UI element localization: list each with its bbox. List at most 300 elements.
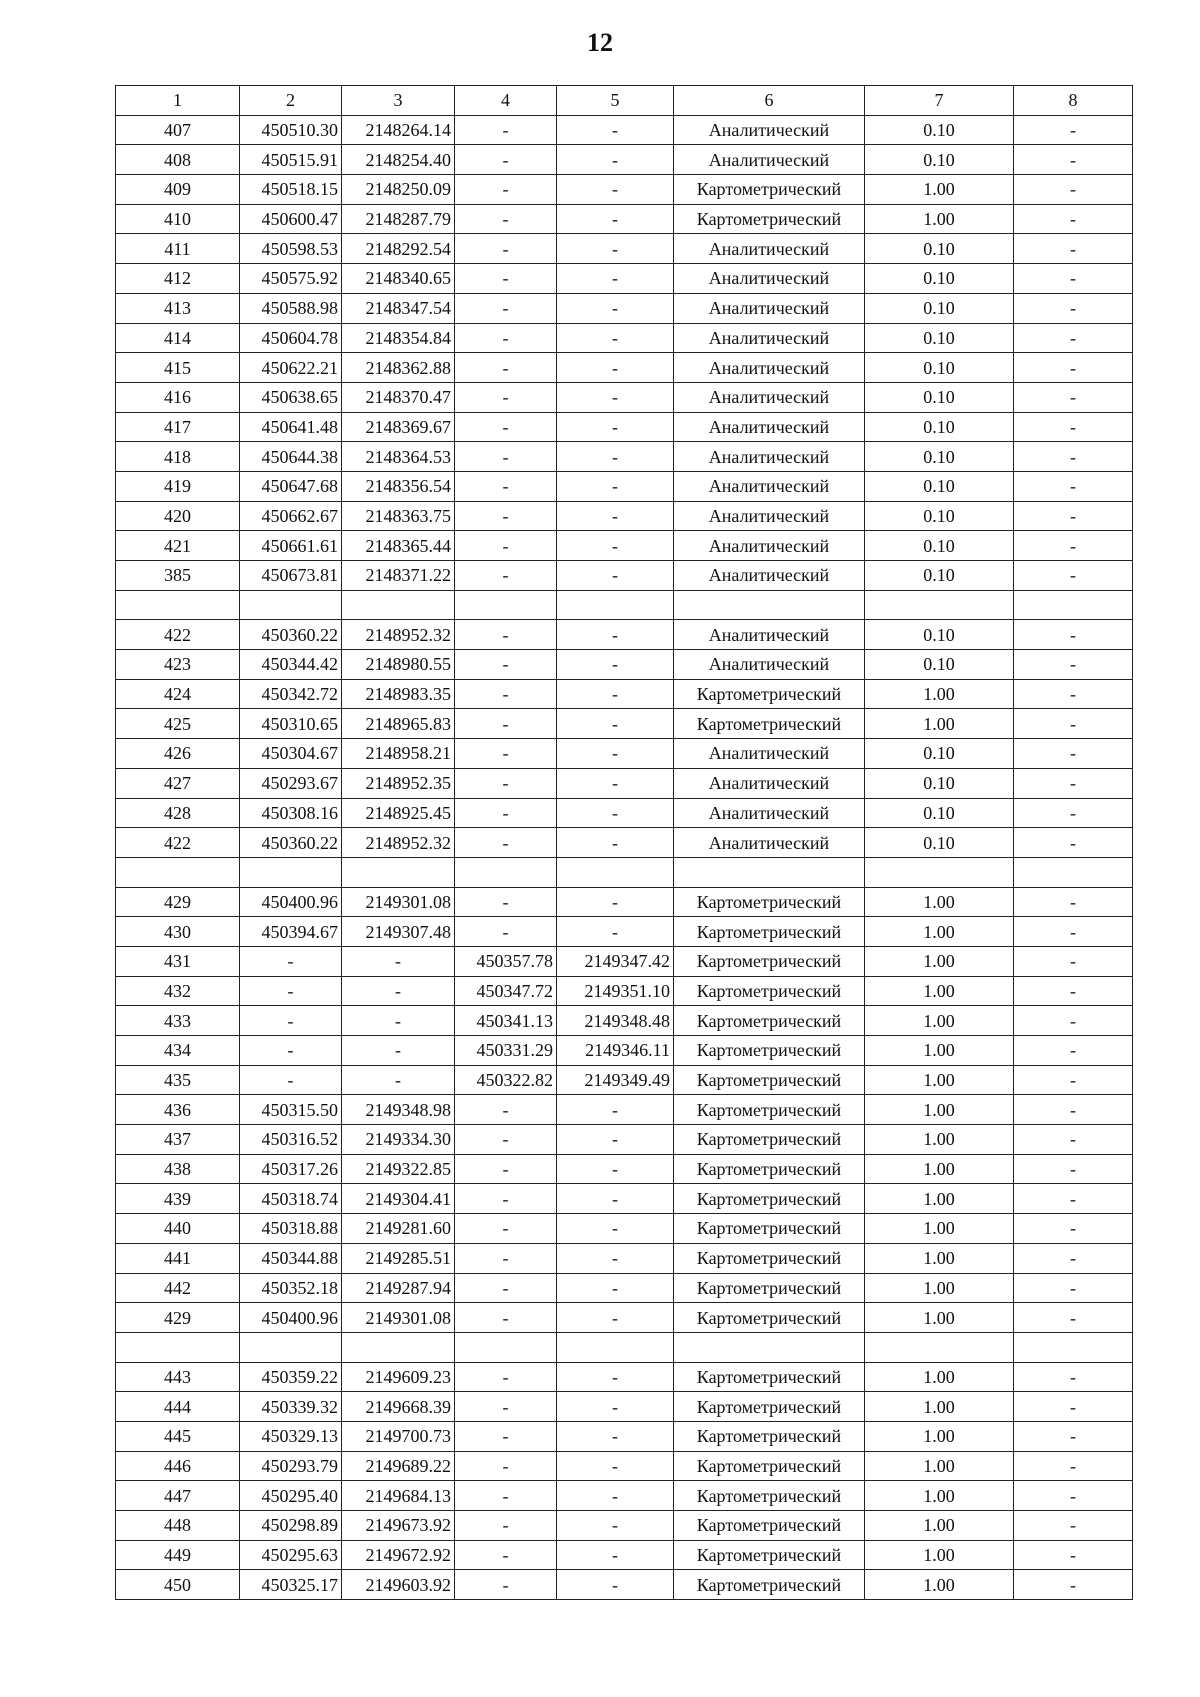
cell-coord-y-new: - bbox=[557, 1451, 674, 1481]
cell-coord-x-new: - bbox=[455, 412, 557, 442]
cell-accuracy bbox=[865, 590, 1014, 620]
cell-coord-x: 450598.53 bbox=[240, 234, 342, 264]
cell-point-number: 440 bbox=[116, 1214, 240, 1244]
cell-coord-x-new: - bbox=[455, 1125, 557, 1155]
cell-point-number: 409 bbox=[116, 175, 240, 205]
cell-note: - bbox=[1014, 204, 1133, 234]
cell-coord-x: 450295.63 bbox=[240, 1540, 342, 1570]
cell-accuracy bbox=[865, 857, 1014, 887]
cell-accuracy: 1.00 bbox=[865, 709, 1014, 739]
cell-point-number: 447 bbox=[116, 1481, 240, 1511]
cell-note: - bbox=[1014, 353, 1133, 383]
cell-point-number bbox=[116, 1332, 240, 1362]
cell-note: - bbox=[1014, 1243, 1133, 1273]
cell-point-number: 435 bbox=[116, 1065, 240, 1095]
cell-coord-y-new: - bbox=[557, 768, 674, 798]
column-header: 7 bbox=[865, 86, 1014, 116]
cell-accuracy: 0.10 bbox=[865, 442, 1014, 472]
cell-coord-y bbox=[342, 590, 455, 620]
cell-coord-x: 450400.96 bbox=[240, 1303, 342, 1333]
cell-point-number: 422 bbox=[116, 828, 240, 858]
cell-method: Картометрический bbox=[674, 709, 865, 739]
cell-coord-y-new: - bbox=[557, 293, 674, 323]
cell-point-number: 385 bbox=[116, 561, 240, 591]
cell-accuracy: 0.10 bbox=[865, 828, 1014, 858]
cell-point-number: 446 bbox=[116, 1451, 240, 1481]
cell-point-number: 443 bbox=[116, 1362, 240, 1392]
cell-coord-x-new: 450341.13 bbox=[455, 1006, 557, 1036]
cell-coord-x-new: - bbox=[455, 1243, 557, 1273]
cell-coord-x: 450600.47 bbox=[240, 204, 342, 234]
cell-note: - bbox=[1014, 412, 1133, 442]
cell-coord-y-new: - bbox=[557, 115, 674, 145]
cell-coord-y: 2149700.73 bbox=[342, 1421, 455, 1451]
cell-coord-y-new: - bbox=[557, 323, 674, 353]
table-row bbox=[116, 828, 1133, 858]
cell-coord-x-new: - bbox=[455, 1303, 557, 1333]
cell-point-number: 415 bbox=[116, 353, 240, 383]
table-row bbox=[116, 234, 1133, 264]
cell-coord-y-new: - bbox=[557, 620, 674, 650]
cell-accuracy: 0.10 bbox=[865, 382, 1014, 412]
cell-note: - bbox=[1014, 264, 1133, 294]
cell-coord-x: 450575.92 bbox=[240, 264, 342, 294]
cell-coord-x: 450344.42 bbox=[240, 650, 342, 680]
cell-coord-y: 2148362.88 bbox=[342, 353, 455, 383]
cell-coord-y-new: - bbox=[557, 353, 674, 383]
cell-coord-x: 450400.96 bbox=[240, 887, 342, 917]
page-number: 12 bbox=[587, 28, 613, 57]
cell-accuracy: 1.00 bbox=[865, 1481, 1014, 1511]
cell-coord-x-new: - bbox=[455, 353, 557, 383]
cell-coord-y: 2149285.51 bbox=[342, 1243, 455, 1273]
cell-coord-y: 2149281.60 bbox=[342, 1214, 455, 1244]
cell-coord-x: 450293.79 bbox=[240, 1451, 342, 1481]
cell-method: Картометрический bbox=[674, 1214, 865, 1244]
cell-point-number: 421 bbox=[116, 531, 240, 561]
cell-coord-y-new: - bbox=[557, 887, 674, 917]
table-header-row bbox=[116, 86, 1133, 116]
cell-point-number: 433 bbox=[116, 1006, 240, 1036]
cell-accuracy: 1.00 bbox=[865, 1570, 1014, 1600]
cell-coord-y-new: - bbox=[557, 501, 674, 531]
cell-coord-y: 2148292.54 bbox=[342, 234, 455, 264]
cell-accuracy: 1.00 bbox=[865, 917, 1014, 947]
table-body bbox=[116, 115, 1133, 1599]
coordinates-table bbox=[115, 85, 1133, 1600]
table-row bbox=[116, 264, 1133, 294]
cell-coord-x: 450360.22 bbox=[240, 620, 342, 650]
cell-coord-y-new: - bbox=[557, 175, 674, 205]
table-row bbox=[116, 739, 1133, 769]
cell-accuracy: 1.00 bbox=[865, 1540, 1014, 1570]
cell-coord-y-new: - bbox=[557, 1214, 674, 1244]
cell-coord-x: 450588.98 bbox=[240, 293, 342, 323]
cell-note: - bbox=[1014, 531, 1133, 561]
cell-coord-x-new: 450357.78 bbox=[455, 946, 557, 976]
cell-coord-y-new: - bbox=[557, 739, 674, 769]
cell-note: - bbox=[1014, 1540, 1133, 1570]
table-row bbox=[116, 1362, 1133, 1392]
cell-coord-x-new: - bbox=[455, 471, 557, 501]
cell-coord-y: 2149334.30 bbox=[342, 1125, 455, 1155]
cell-point-number: 441 bbox=[116, 1243, 240, 1273]
column-header: 5 bbox=[557, 86, 674, 116]
cell-method: Картометрический bbox=[674, 1481, 865, 1511]
cell-coord-x: 450510.30 bbox=[240, 115, 342, 145]
cell-coord-y-new: - bbox=[557, 1273, 674, 1303]
table-row bbox=[116, 323, 1133, 353]
cell-method: Картометрический bbox=[674, 175, 865, 205]
cell-coord-x bbox=[240, 857, 342, 887]
cell-point-number: 412 bbox=[116, 264, 240, 294]
table-row bbox=[116, 1273, 1133, 1303]
cell-coord-y: 2148354.84 bbox=[342, 323, 455, 353]
cell-coord-y: 2148363.75 bbox=[342, 501, 455, 531]
cell-note: - bbox=[1014, 1303, 1133, 1333]
table-row bbox=[116, 650, 1133, 680]
cell-coord-y: 2148370.47 bbox=[342, 382, 455, 412]
cell-coord-x: - bbox=[240, 1065, 342, 1095]
cell-coord-x-new: 450331.29 bbox=[455, 1036, 557, 1066]
cell-coord-x bbox=[240, 1332, 342, 1362]
cell-accuracy: 1.00 bbox=[865, 976, 1014, 1006]
cell-point-number: 439 bbox=[116, 1184, 240, 1214]
cell-accuracy: 1.00 bbox=[865, 204, 1014, 234]
cell-coord-x-new: - bbox=[455, 1184, 557, 1214]
cell-note: - bbox=[1014, 828, 1133, 858]
cell-accuracy: 1.00 bbox=[865, 1273, 1014, 1303]
cell-point-number: 442 bbox=[116, 1273, 240, 1303]
cell-coord-x-new bbox=[455, 590, 557, 620]
cell-accuracy: 1.00 bbox=[865, 1243, 1014, 1273]
cell-note: - bbox=[1014, 1451, 1133, 1481]
cell-method: Картометрический bbox=[674, 1125, 865, 1155]
cell-method: Картометрический bbox=[674, 1036, 865, 1066]
cell-accuracy: 1.00 bbox=[865, 1214, 1014, 1244]
cell-coord-x: 450641.48 bbox=[240, 412, 342, 442]
cell-accuracy: 0.10 bbox=[865, 115, 1014, 145]
cell-coord-y: 2148952.32 bbox=[342, 620, 455, 650]
cell-coord-y-new: - bbox=[557, 1154, 674, 1184]
cell-coord-x: 450644.38 bbox=[240, 442, 342, 472]
cell-accuracy: 1.00 bbox=[865, 1392, 1014, 1422]
cell-coord-x: - bbox=[240, 976, 342, 1006]
cell-accuracy: 0.10 bbox=[865, 264, 1014, 294]
cell-coord-x-new: - bbox=[455, 917, 557, 947]
cell-note bbox=[1014, 1332, 1133, 1362]
table-row bbox=[116, 709, 1133, 739]
cell-coord-x: 450295.40 bbox=[240, 1481, 342, 1511]
cell-accuracy: 0.10 bbox=[865, 798, 1014, 828]
table-row bbox=[116, 382, 1133, 412]
cell-coord-x-new: - bbox=[455, 768, 557, 798]
cell-coord-x: 450339.32 bbox=[240, 1392, 342, 1422]
table-row bbox=[116, 412, 1133, 442]
cell-method: Аналитический bbox=[674, 234, 865, 264]
cell-point-number: 413 bbox=[116, 293, 240, 323]
column-header: 1 bbox=[116, 86, 240, 116]
table-row bbox=[116, 1392, 1133, 1422]
cell-note: - bbox=[1014, 1421, 1133, 1451]
cell-point-number bbox=[116, 590, 240, 620]
cell-coord-x-new: - bbox=[455, 1481, 557, 1511]
cell-accuracy: 0.10 bbox=[865, 561, 1014, 591]
cell-method: Аналитический bbox=[674, 739, 865, 769]
cell-point-number: 414 bbox=[116, 323, 240, 353]
cell-method: Картометрический bbox=[674, 887, 865, 917]
cell-accuracy: 1.00 bbox=[865, 1184, 1014, 1214]
cell-coord-y: 2148250.09 bbox=[342, 175, 455, 205]
cell-note: - bbox=[1014, 739, 1133, 769]
cell-coord-x-new: - bbox=[455, 531, 557, 561]
cell-coord-x-new: - bbox=[455, 442, 557, 472]
cell-coord-y-new: - bbox=[557, 1243, 674, 1273]
cell-coord-x-new: - bbox=[455, 1451, 557, 1481]
cell-coord-x: 450604.78 bbox=[240, 323, 342, 353]
table-row bbox=[116, 1511, 1133, 1541]
cell-coord-y-new: 2149351.10 bbox=[557, 976, 674, 1006]
table-row bbox=[116, 1036, 1133, 1066]
cell-note: - bbox=[1014, 709, 1133, 739]
column-header: 3 bbox=[342, 86, 455, 116]
cell-coord-x-new: - bbox=[455, 264, 557, 294]
cell-coord-y-new: - bbox=[557, 1392, 674, 1422]
cell-coord-y: 2149287.94 bbox=[342, 1273, 455, 1303]
cell-note: - bbox=[1014, 442, 1133, 472]
cell-coord-y: - bbox=[342, 946, 455, 976]
cell-coord-y-new: 2149346.11 bbox=[557, 1036, 674, 1066]
cell-method bbox=[674, 590, 865, 620]
cell-accuracy: 0.10 bbox=[865, 768, 1014, 798]
cell-coord-x: 450673.81 bbox=[240, 561, 342, 591]
cell-method: Картометрический bbox=[674, 946, 865, 976]
cell-note: - bbox=[1014, 620, 1133, 650]
cell-coord-x-new bbox=[455, 857, 557, 887]
cell-coord-x: 450352.18 bbox=[240, 1273, 342, 1303]
cell-point-number: 419 bbox=[116, 471, 240, 501]
table-row bbox=[116, 976, 1133, 1006]
cell-point-number: 410 bbox=[116, 204, 240, 234]
table-row bbox=[116, 1125, 1133, 1155]
cell-point-number: 429 bbox=[116, 887, 240, 917]
cell-coord-y: - bbox=[342, 1036, 455, 1066]
cell-note: - bbox=[1014, 1006, 1133, 1036]
cell-coord-x-new: - bbox=[455, 1570, 557, 1600]
table-row bbox=[116, 887, 1133, 917]
cell-coord-y: 2148264.14 bbox=[342, 115, 455, 145]
cell-point-number: 431 bbox=[116, 946, 240, 976]
cell-coord-y: 2149609.23 bbox=[342, 1362, 455, 1392]
cell-method: Картометрический bbox=[674, 1540, 865, 1570]
cell-coord-y: 2149689.22 bbox=[342, 1451, 455, 1481]
cell-coord-x: 450318.74 bbox=[240, 1184, 342, 1214]
cell-coord-x: 450310.65 bbox=[240, 709, 342, 739]
cell-accuracy: 0.10 bbox=[865, 145, 1014, 175]
cell-coord-y-new: - bbox=[557, 531, 674, 561]
table-row bbox=[116, 561, 1133, 591]
cell-method: Картометрический bbox=[674, 1006, 865, 1036]
cell-accuracy: 0.10 bbox=[865, 739, 1014, 769]
cell-coord-x: 450325.17 bbox=[240, 1570, 342, 1600]
cell-coord-y-new: - bbox=[557, 264, 674, 294]
cell-coord-y-new: - bbox=[557, 561, 674, 591]
cell-coord-y-new: - bbox=[557, 1184, 674, 1214]
cell-coord-y-new: 2149347.42 bbox=[557, 946, 674, 976]
cell-coord-x-new: - bbox=[455, 1511, 557, 1541]
cell-point-number: 449 bbox=[116, 1540, 240, 1570]
cell-coord-y-new: - bbox=[557, 798, 674, 828]
cell-point-number: 426 bbox=[116, 739, 240, 769]
cell-coord-y-new bbox=[557, 857, 674, 887]
cell-point-number: 444 bbox=[116, 1392, 240, 1422]
cell-coord-x: 450342.72 bbox=[240, 679, 342, 709]
cell-coord-y: 2148371.22 bbox=[342, 561, 455, 591]
cell-method: Картометрический bbox=[674, 1095, 865, 1125]
cell-coord-x: 450318.88 bbox=[240, 1214, 342, 1244]
cell-method: Картометрический bbox=[674, 1243, 865, 1273]
cell-method: Аналитический bbox=[674, 471, 865, 501]
cell-coord-y-new: - bbox=[557, 917, 674, 947]
cell-note: - bbox=[1014, 501, 1133, 531]
cell-method: Аналитический bbox=[674, 828, 865, 858]
table-row bbox=[116, 917, 1133, 947]
cell-method: Картометрический bbox=[674, 1451, 865, 1481]
table-row bbox=[116, 1184, 1133, 1214]
cell-coord-y: 2148287.79 bbox=[342, 204, 455, 234]
cell-coord-x-new bbox=[455, 1332, 557, 1362]
cell-coord-x: - bbox=[240, 946, 342, 976]
cell-accuracy: 1.00 bbox=[865, 175, 1014, 205]
table-row bbox=[116, 145, 1133, 175]
cell-accuracy: 0.10 bbox=[865, 412, 1014, 442]
cell-coord-x: 450298.89 bbox=[240, 1511, 342, 1541]
cell-coord-x-new: - bbox=[455, 293, 557, 323]
cell-method bbox=[674, 857, 865, 887]
cell-point-number: 434 bbox=[116, 1036, 240, 1066]
cell-coord-y-new: - bbox=[557, 1125, 674, 1155]
cell-accuracy: 1.00 bbox=[865, 1362, 1014, 1392]
cell-point-number: 418 bbox=[116, 442, 240, 472]
cell-coord-x-new: - bbox=[455, 1273, 557, 1303]
cell-note: - bbox=[1014, 1065, 1133, 1095]
cell-coord-x-new: - bbox=[455, 175, 557, 205]
cell-method: Аналитический bbox=[674, 501, 865, 531]
cell-note: - bbox=[1014, 1511, 1133, 1541]
cell-point-number: 430 bbox=[116, 917, 240, 947]
cell-coord-x: 450293.67 bbox=[240, 768, 342, 798]
cell-note: - bbox=[1014, 234, 1133, 264]
cell-accuracy: 1.00 bbox=[865, 946, 1014, 976]
table-row bbox=[116, 798, 1133, 828]
table-row bbox=[116, 471, 1133, 501]
cell-method: Аналитический bbox=[674, 264, 865, 294]
cell-note: - bbox=[1014, 1095, 1133, 1125]
cell-coord-x: 450515.91 bbox=[240, 145, 342, 175]
cell-coord-y: 2148364.53 bbox=[342, 442, 455, 472]
cell-coord-x: 450329.13 bbox=[240, 1421, 342, 1451]
cell-accuracy: 1.00 bbox=[865, 1006, 1014, 1036]
table-row bbox=[116, 353, 1133, 383]
cell-accuracy: 0.10 bbox=[865, 293, 1014, 323]
cell-coord-y: 2149684.13 bbox=[342, 1481, 455, 1511]
cell-coord-y-new: - bbox=[557, 650, 674, 680]
cell-accuracy: 0.10 bbox=[865, 620, 1014, 650]
cell-note: - bbox=[1014, 1125, 1133, 1155]
cell-coord-y-new: - bbox=[557, 145, 674, 175]
cell-coord-y: 2148347.54 bbox=[342, 293, 455, 323]
cell-coord-x: 450359.22 bbox=[240, 1362, 342, 1392]
cell-note: - bbox=[1014, 1154, 1133, 1184]
cell-coord-y-new: - bbox=[557, 828, 674, 858]
cell-coord-y-new: - bbox=[557, 1570, 674, 1600]
cell-point-number: 448 bbox=[116, 1511, 240, 1541]
cell-coord-x-new: - bbox=[455, 1214, 557, 1244]
table-row bbox=[116, 1540, 1133, 1570]
cell-coord-y: 2148980.55 bbox=[342, 650, 455, 680]
cell-coord-y: 2149668.39 bbox=[342, 1392, 455, 1422]
cell-coord-y-new: - bbox=[557, 1511, 674, 1541]
cell-accuracy: 1.00 bbox=[865, 1511, 1014, 1541]
cell-coord-y: 2148952.35 bbox=[342, 768, 455, 798]
cell-point-number: 420 bbox=[116, 501, 240, 531]
cell-coord-x-new: 450347.72 bbox=[455, 976, 557, 1006]
cell-accuracy: 0.10 bbox=[865, 234, 1014, 264]
cell-note: - bbox=[1014, 561, 1133, 591]
table-row bbox=[116, 679, 1133, 709]
cell-method bbox=[674, 1332, 865, 1362]
cell-coord-x: 450315.50 bbox=[240, 1095, 342, 1125]
cell-method: Картометрический bbox=[674, 1303, 865, 1333]
table-row bbox=[116, 590, 1133, 620]
cell-method: Картометрический bbox=[674, 1184, 865, 1214]
cell-coord-x-new: - bbox=[455, 204, 557, 234]
cell-method: Аналитический bbox=[674, 412, 865, 442]
table-row bbox=[116, 501, 1133, 531]
cell-method: Аналитический bbox=[674, 798, 865, 828]
cell-coord-x-new: - bbox=[455, 115, 557, 145]
cell-coord-y-new bbox=[557, 1332, 674, 1362]
table-row bbox=[116, 1154, 1133, 1184]
cell-coord-y: 2149301.08 bbox=[342, 1303, 455, 1333]
cell-coord-x-new: - bbox=[455, 650, 557, 680]
cell-coord-x: 450661.61 bbox=[240, 531, 342, 561]
cell-note: - bbox=[1014, 382, 1133, 412]
cell-method: Картометрический bbox=[674, 1570, 865, 1600]
cell-coord-y: - bbox=[342, 976, 455, 1006]
cell-coord-x-new: - bbox=[455, 501, 557, 531]
cell-note: - bbox=[1014, 1214, 1133, 1244]
cell-point-number: 425 bbox=[116, 709, 240, 739]
cell-coord-y-new: - bbox=[557, 679, 674, 709]
cell-method: Картометрический bbox=[674, 976, 865, 1006]
cell-coord-x-new: - bbox=[455, 620, 557, 650]
cell-note: - bbox=[1014, 1273, 1133, 1303]
cell-point-number: 422 bbox=[116, 620, 240, 650]
table-row bbox=[116, 1481, 1133, 1511]
table-row bbox=[116, 442, 1133, 472]
cell-point-number: 407 bbox=[116, 115, 240, 145]
cell-coord-y-new: - bbox=[557, 412, 674, 442]
cell-note: - bbox=[1014, 650, 1133, 680]
cell-coord-x: - bbox=[240, 1006, 342, 1036]
cell-note: - bbox=[1014, 1362, 1133, 1392]
cell-coord-y: 2148369.67 bbox=[342, 412, 455, 442]
cell-coord-x-new: - bbox=[455, 382, 557, 412]
cell-coord-y-new: 2149349.49 bbox=[557, 1065, 674, 1095]
table-row bbox=[116, 1243, 1133, 1273]
cell-coord-y-new: - bbox=[557, 234, 674, 264]
